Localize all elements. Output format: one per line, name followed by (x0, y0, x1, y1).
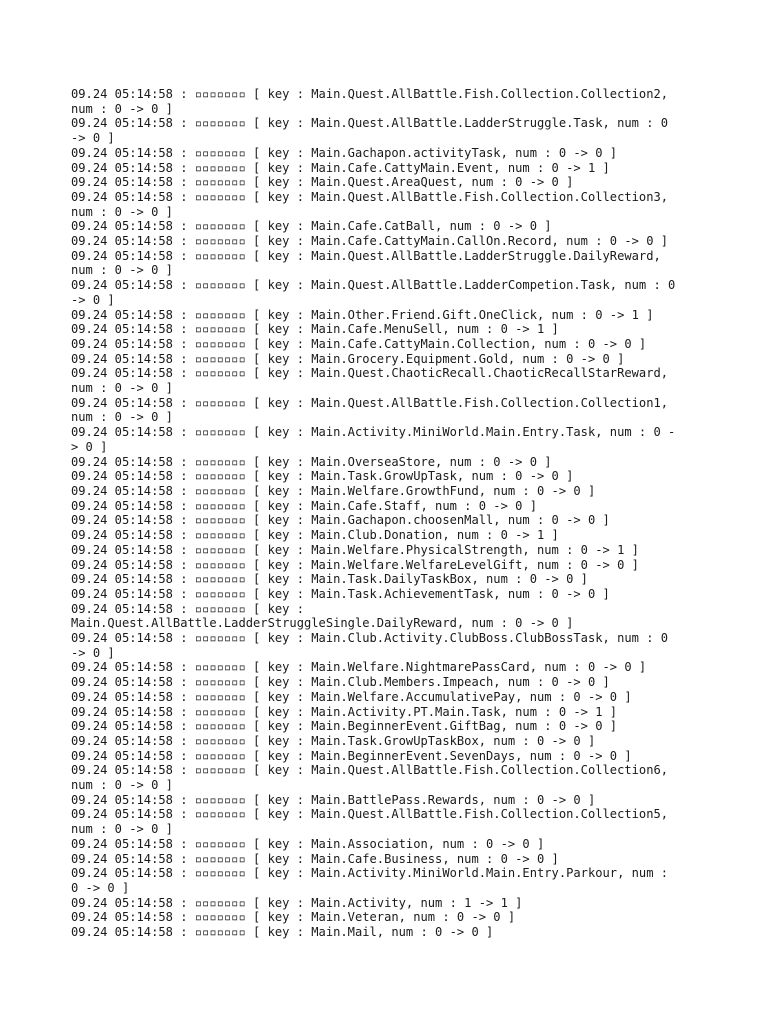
log-line: 09.24 05:14:58 : ▫▫▫▫▫▫▫ [ key : Main.Welfare.WelfareLevelGift, num : 0 -> 0 ] (71, 557, 639, 572)
log-line: 09.24 05:14:58 : ▫▫▫▫▫▫▫ [ key : Main.Quest.AllBattle.LadderCompetion.Task, num : 0 (71, 278, 676, 293)
log-line: 09.24 05:14:58 : ▫▫▫▫▫▫▫ [ key : Main.Association, num : 0 -> 0 ] (71, 836, 545, 851)
log-line: 09.24 05:14:58 : ▫▫▫▫▫▫▫ [ key : Main.Quest.AllBattle.Fish.Collection.Collection2, (71, 87, 669, 101)
log-line: 09.24 05:14:58 : ▫▫▫▫▫▫▫ [ key : Main.Task.GrowUpTaskBox, num : 0 -> 0 ] (71, 733, 596, 748)
log-line: 09.24 05:14:58 : ▫▫▫▫▫▫▫ [ key : Main.Quest.ChaoticRecall.ChaoticRecallStarReward, (71, 366, 669, 381)
log-line: -> 0 ] (71, 645, 115, 660)
log-line: num : 0 -> 0 ] (71, 101, 173, 116)
log-line: 09.24 05:14:58 : ▫▫▫▫▫▫▫ [ key : Main.Activity.MiniWorld.Main.Entry.Parkour, num : (71, 866, 669, 881)
log-line: 09.24 05:14:58 : ▫▫▫▫▫▫▫ [ key : Main.Activity, num : 1 -> 1 ] (71, 895, 523, 910)
log-line: 09.24 05:14:58 : ▫▫▫▫▫▫▫ [ key : Main.BattlePass.Rewards, num : 0 -> 0 ] (71, 792, 596, 807)
log-line: -> 0 ] (71, 131, 115, 146)
log-text-block (71, 87, 699, 940)
log-line: 09.24 05:14:58 : ▫▫▫▫▫▫▫ [ key : Main.Cafe.CatBall, num : 0 -> 0 ] (71, 219, 552, 234)
log-line: 09.24 05:14:58 : ▫▫▫▫▫▫▫ [ key : Main.Quest.AllBattle.LadderStruggle.Task, num : 0 (71, 116, 669, 131)
log-line: 09.24 05:14:58 : ▫▫▫▫▫▫▫ [ key : Main.OverseaStore, num : 0 -> 0 ] (71, 454, 552, 469)
log-line: -> 0 ] (71, 292, 115, 307)
log-line: num : 0 -> 0 ] (71, 263, 173, 278)
log-line: 09.24 05:14:58 : ▫▫▫▫▫▫▫ [ key : Main.Cafe.CattyMain.CallOn.Record, num : 0 -> 0 ] (71, 234, 669, 249)
log-line: 09.24 05:14:58 : ▫▫▫▫▫▫▫ [ key : Main.Gachapon.choosenMall, num : 0 -> 0 ] (71, 513, 610, 528)
log-line: num : 0 -> 0 ] (71, 410, 173, 425)
log-line: 09.24 05:14:58 : ▫▫▫▫▫▫▫ [ key : Main.Welfare.PhysicalStrength, num : 0 -> 1 ] (71, 542, 639, 557)
log-line: 09.24 05:14:58 : ▫▫▫▫▫▫▫ [ key : Main.Gachapon.activityTask, num : 0 -> 0 ] (71, 145, 618, 160)
log-line: num : 0 -> 0 ] (71, 778, 173, 793)
log-line: 09.24 05:14:58 : ▫▫▫▫▫▫▫ [ key : Main.BeginnerEvent.GiftBag, num : 0 -> 0 ] (71, 719, 618, 734)
log-line: 0 -> 0 ] (71, 880, 130, 895)
log-line: 09.24 05:14:58 : ▫▫▫▫▫▫▫ [ key : Main.Club.Members.Impeach, num : 0 -> 0 ] (71, 675, 610, 690)
log-line: 09.24 05:14:58 : ▫▫▫▫▫▫▫ [ key : Main.Task.GrowUpTask, num : 0 -> 0 ] (71, 469, 574, 484)
log-line: 09.24 05:14:58 : ▫▫▫▫▫▫▫ [ key : Main.Cafe.Business, num : 0 -> 0 ] (71, 851, 559, 866)
log-line: 09.24 05:14:58 : ▫▫▫▫▫▫▫ [ key : Main.Cafe.MenuSell, num : 0 -> 1 ] (71, 322, 559, 337)
log-line: Main.Quest.AllBattle.LadderStruggleSingle.DailyReward, num : 0 -> 0 ] (71, 616, 574, 631)
log-line: 09.24 05:14:58 : ▫▫▫▫▫▫▫ [ key : Main.Quest.AllBattle.Fish.Collection.Collection1, (71, 395, 669, 410)
log-line: 09.24 05:14:58 : ▫▫▫▫▫▫▫ [ key : Main.Club.Activity.ClubBoss.ClubBossTask, num : 0 (71, 631, 669, 646)
log-line: 09.24 05:14:58 : ▫▫▫▫▫▫▫ [ key : Main.Quest.AllBattle.Fish.Collection.Collection6, (71, 763, 669, 778)
log-line: num : 0 -> 0 ] (71, 381, 173, 396)
log-line: 09.24 05:14:58 : ▫▫▫▫▫▫▫ [ key : Main.Welfare.AccumulativePay, num : 0 -> 0 ] (71, 689, 632, 704)
log-line: 09.24 05:14:58 : ▫▫▫▫▫▫▫ [ key : Main.Cafe.Staff, num : 0 -> 0 ] (71, 498, 537, 513)
log-line: 09.24 05:14:58 : ▫▫▫▫▫▫▫ [ key : Main.Mail, num : 0 -> 0 ] (71, 925, 494, 940)
log-line: 09.24 05:14:58 : ▫▫▫▫▫▫▫ [ key : Main.Grocery.Equipment.Gold, num : 0 -> 0 ] (71, 351, 625, 366)
log-line: num : 0 -> 0 ] (71, 204, 173, 219)
log-line: 09.24 05:14:58 : ▫▫▫▫▫▫▫ [ key : Main.Quest.AllBattle.Fish.Collection.Collection5, (71, 807, 669, 822)
log-line: 09.24 05:14:58 : ▫▫▫▫▫▫▫ [ key : Main.BeginnerEvent.SevenDays, num : 0 -> 0 ] (71, 748, 632, 763)
log-line: 09.24 05:14:58 : ▫▫▫▫▫▫▫ [ key : Main.Welfare.GrowthFund, num : 0 -> 0 ] (71, 483, 596, 498)
log-line: num : 0 -> 0 ] (71, 822, 173, 837)
log-line: 09.24 05:14:58 : ▫▫▫▫▫▫▫ [ key : Main.Veteran, num : 0 -> 0 ] (71, 910, 516, 925)
log-line: 09.24 05:14:58 : ▫▫▫▫▫▫▫ [ key : Main.Other.Friend.Gift.OneClick, num : 0 -> 1 ] (71, 307, 654, 322)
log-line: 09.24 05:14:58 : ▫▫▫▫▫▫▫ [ key : Main.Club.Donation, num : 0 -> 1 ] (71, 528, 559, 543)
log-line: 09.24 05:14:58 : ▫▫▫▫▫▫▫ [ key : Main.Task.DailyTaskBox, num : 0 -> 0 ] (71, 572, 588, 587)
log-line: > 0 ] (71, 439, 108, 454)
log-line: 09.24 05:14:58 : ▫▫▫▫▫▫▫ [ key : Main.Quest.AreaQuest, num : 0 -> 0 ] (71, 175, 574, 190)
log-line: 09.24 05:14:58 : ▫▫▫▫▫▫▫ [ key : Main.Cafe.CattyMain.Collection, num : 0 -> 0 ] (71, 336, 647, 351)
log-line: 09.24 05:14:58 : ▫▫▫▫▫▫▫ [ key : (71, 601, 304, 616)
log-line: 09.24 05:14:58 : ▫▫▫▫▫▫▫ [ key : Main.Welfare.NightmarePassCard, num : 0 -> 0 ] (71, 660, 647, 675)
log-line: 09.24 05:14:58 : ▫▫▫▫▫▫▫ [ key : Main.Quest.AllBattle.Fish.Collection.Collection3, (71, 189, 669, 204)
log-line: 09.24 05:14:58 : ▫▫▫▫▫▫▫ [ key : Main.Activity.PT.Main.Task, num : 0 -> 1 ] (71, 704, 618, 719)
log-line: 09.24 05:14:58 : ▫▫▫▫▫▫▫ [ key : Main.Task.AchievementTask, num : 0 -> 0 ] (71, 586, 610, 601)
log-line: 09.24 05:14:58 : ▫▫▫▫▫▫▫ [ key : Main.Quest.AllBattle.LadderStruggle.DailyReward, (71, 248, 661, 263)
log-line: 09.24 05:14:58 : ▫▫▫▫▫▫▫ [ key : Main.Activity.MiniWorld.Main.Entry.Task, num : 0 - (71, 425, 676, 440)
log-line: 09.24 05:14:58 : ▫▫▫▫▫▫▫ [ key : Main.Cafe.CattyMain.Event, num : 0 -> 1 ] (71, 160, 610, 175)
